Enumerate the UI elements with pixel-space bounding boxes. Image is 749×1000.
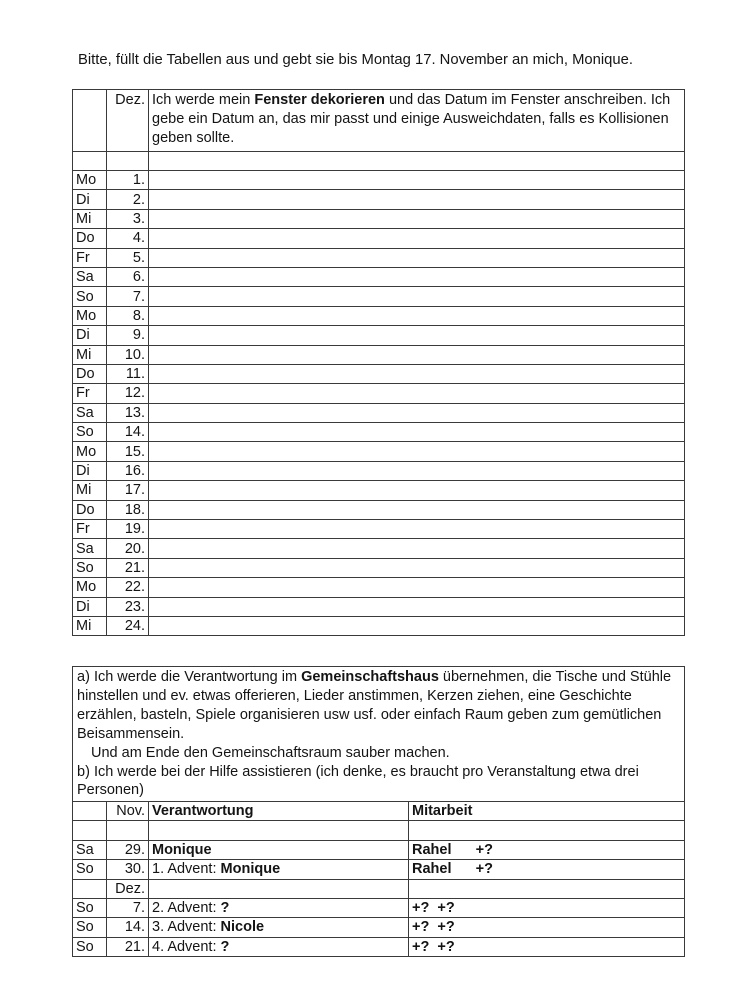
entry-cell[interactable] (149, 209, 685, 228)
window-table-header-row (73, 90, 685, 152)
date-cell: 23. (107, 597, 149, 616)
responsibility-prefix: 1. Advent: (152, 861, 221, 878)
entry-cell[interactable] (149, 403, 685, 422)
entry-cell[interactable] (149, 287, 685, 306)
date-cell: 15. (107, 442, 149, 461)
window-task-post: und das Datum im Fenster anschreiben. Ich gebe ein Datum an, das mir passt und einige Ausweichdaten, falls es Kollisionen geben sollte. (152, 92, 671, 147)
entry-cell[interactable] (149, 558, 685, 577)
responsibility-cell[interactable] (149, 840, 409, 859)
date-cell: 19. (107, 520, 149, 539)
weekday-cell: Do (73, 229, 107, 248)
date-cell: 30. (107, 860, 149, 879)
date-row (73, 616, 685, 635)
weekday-cell: Di (73, 326, 107, 345)
date-cell: 9. (107, 326, 149, 345)
date-cell: 6. (107, 267, 149, 286)
responsible-person: Monique (152, 841, 212, 858)
date-cell: 18. (107, 500, 149, 519)
weekday-cell: Do (73, 364, 107, 383)
weekday-cell: Sa (73, 267, 107, 286)
option-a-line2: Und am Ende den Gemeinschaftsraum sauber machen. (91, 744, 450, 761)
date-cell: 14. (107, 918, 149, 937)
helpers-cell[interactable]: +? +? (409, 918, 685, 937)
date-cell: 13. (107, 403, 149, 422)
entry-cell[interactable] (149, 384, 685, 403)
weekday-cell: Mi (73, 209, 107, 228)
weekday-cell: So (73, 918, 107, 937)
empty-cell (107, 151, 149, 170)
weekday-cell: Sa (73, 539, 107, 558)
weekday-cell: Do (73, 500, 107, 519)
window-decoration-table (72, 89, 685, 636)
empty-cell (409, 879, 685, 898)
date-cell: 2. (107, 190, 149, 209)
empty-header-cell (73, 802, 107, 821)
weekday-cell: Sa (73, 840, 107, 859)
window-task-bold: Fenster dekorieren (254, 92, 385, 108)
responsibility-cell[interactable] (149, 898, 409, 917)
helpers-cell[interactable]: Rahel +? (409, 860, 685, 879)
responsibility-header: Verantwortung (149, 802, 409, 821)
empty-cell (409, 821, 685, 840)
date-row (73, 306, 685, 325)
helpers-cell[interactable]: +? +? (409, 898, 685, 917)
responsibility-cell[interactable] (149, 937, 409, 956)
instructions-cell (73, 667, 685, 802)
option-a-marker: a) (77, 669, 90, 685)
date-cell: 5. (107, 248, 149, 267)
community-table-body (73, 667, 685, 957)
weekday-cell: So (73, 558, 107, 577)
date-cell: 12. (107, 384, 149, 403)
date-cell: 29. (107, 840, 149, 859)
weekday-cell: Mi (73, 345, 107, 364)
month-label: Dez. (107, 879, 149, 898)
entry-cell[interactable] (149, 364, 685, 383)
entry-cell[interactable] (149, 578, 685, 597)
community-house-table (72, 666, 685, 957)
community-spacer-row (73, 821, 685, 840)
responsibility-prefix: 4. Advent: (152, 938, 221, 955)
empty-cell (73, 151, 107, 170)
date-row (73, 403, 685, 422)
date-row (73, 345, 685, 364)
entry-cell[interactable] (149, 616, 685, 635)
entry-cell[interactable] (149, 481, 685, 500)
option-b-marker: b) (77, 763, 90, 780)
window-task-pre: Ich werde mein (152, 92, 255, 108)
responsible-person: Monique (220, 861, 281, 878)
empty-cell (149, 821, 409, 840)
weekday-cell: So (73, 860, 107, 879)
entry-cell[interactable] (149, 190, 685, 209)
option-a (77, 668, 680, 744)
date-cell: 11. (107, 364, 149, 383)
weekday-cell: So (73, 287, 107, 306)
entry-cell[interactable] (149, 500, 685, 519)
event-row (73, 937, 685, 956)
date-row (73, 190, 685, 209)
helpers-header: Mitarbeit (409, 802, 685, 821)
date-cell: 4. (107, 229, 149, 248)
entry-cell[interactable] (149, 267, 685, 286)
entry-cell[interactable] (149, 520, 685, 539)
date-row (73, 578, 685, 597)
date-cell: 7. (107, 898, 149, 917)
event-row (73, 860, 685, 879)
date-cell: 22. (107, 578, 149, 597)
date-cell: 17. (107, 481, 149, 500)
date-row (73, 481, 685, 500)
window-task-description (149, 90, 685, 152)
date-cell: 1. (107, 171, 149, 190)
entry-cell[interactable] (149, 345, 685, 364)
weekday-cell: Mo (73, 306, 107, 325)
entry-cell[interactable] (149, 171, 685, 190)
responsible-person: ? (220, 938, 230, 955)
date-cell: 24. (107, 616, 149, 635)
helpers-cell[interactable]: Rahel +? (409, 840, 685, 859)
responsible-person: ? (220, 900, 230, 917)
event-row (73, 840, 685, 859)
responsible-person: Nicole (220, 919, 265, 936)
date-row (73, 248, 685, 267)
date-cell: 8. (107, 306, 149, 325)
instructions-row (73, 667, 685, 802)
date-cell: 7. (107, 287, 149, 306)
option-a-pre: Ich werde die Verantwortung im (93, 669, 302, 685)
responsibility-prefix: 3. Advent: (152, 919, 221, 936)
option-a-post: übernehmen, die Tische und Stühle hinstellen und ev. etwas offerieren, Lieder anstimmen, Kerzen ziehen, eine Geschichte erzählen, basteln, Spiele organisieren usw usf. oder einfach Raum geben zum gemütlichen Beisammensein. (77, 669, 672, 742)
responsibility-prefix: 2. Advent: (152, 900, 221, 917)
empty-cell (73, 821, 107, 840)
weekday-cell: Di (73, 190, 107, 209)
date-row (73, 500, 685, 519)
weekday-cell: Di (73, 461, 107, 480)
weekday-cell: Mi (73, 481, 107, 500)
option-b-text: Ich werde bei der Hilfe assistieren (ich denke, es braucht pro Veranstaltung etwa drei Personen) (77, 763, 639, 799)
date-row (73, 558, 685, 577)
weekday-cell: So (73, 898, 107, 917)
window-table-spacer-row (73, 151, 685, 170)
entry-cell[interactable] (149, 326, 685, 345)
entry-cell[interactable] (149, 539, 685, 558)
date-cell: 16. (107, 461, 149, 480)
date-row (73, 442, 685, 461)
option-b (77, 763, 680, 801)
date-row (73, 326, 685, 345)
responsibility-cell[interactable] (149, 860, 409, 879)
window-table-body (73, 90, 685, 636)
entry-cell[interactable] (149, 229, 685, 248)
option-a-bold: Gemeinschaftshaus (301, 669, 439, 685)
weekday-cell: So (73, 423, 107, 442)
weekday-cell: Mo (73, 442, 107, 461)
community-header-row (73, 802, 685, 821)
weekday-cell: Fr (73, 520, 107, 539)
intro-text: Bitte, füllt die Tabellen aus und gebt sie bis Montag 17. November an mich, Monique. (78, 52, 633, 68)
date-cell: 10. (107, 345, 149, 364)
empty-cell (107, 821, 149, 840)
date-row (73, 267, 685, 286)
date-cell: 3. (107, 209, 149, 228)
date-row (73, 539, 685, 558)
event-row (73, 898, 685, 917)
empty-cell (73, 879, 107, 898)
date-row (73, 287, 685, 306)
month-header: Dez. (107, 90, 149, 152)
weekday-cell: So (73, 937, 107, 956)
date-row (73, 520, 685, 539)
date-row (73, 597, 685, 616)
responsibility-cell[interactable] (149, 918, 409, 937)
entry-cell[interactable] (149, 597, 685, 616)
date-cell: 14. (107, 423, 149, 442)
weekday-cell: Mi (73, 616, 107, 635)
date-cell: 21. (107, 558, 149, 577)
date-row (73, 423, 685, 442)
entry-cell[interactable] (149, 461, 685, 480)
weekday-cell: Fr (73, 384, 107, 403)
entry-cell[interactable] (149, 423, 685, 442)
empty-header-cell (73, 90, 107, 152)
date-row (73, 171, 685, 190)
weekday-cell: Fr (73, 248, 107, 267)
date-cell: 20. (107, 539, 149, 558)
helpers-cell[interactable]: +? +? (409, 937, 685, 956)
weekday-cell: Sa (73, 403, 107, 422)
date-row (73, 209, 685, 228)
entry-cell[interactable] (149, 442, 685, 461)
empty-cell (149, 151, 685, 170)
weekday-cell: Mo (73, 578, 107, 597)
weekday-cell: Di (73, 597, 107, 616)
entry-cell[interactable] (149, 248, 685, 267)
entry-cell[interactable] (149, 306, 685, 325)
event-row (73, 918, 685, 937)
month-row (73, 879, 685, 898)
date-row (73, 229, 685, 248)
weekday-cell: Mo (73, 171, 107, 190)
date-row (73, 384, 685, 403)
empty-cell (149, 879, 409, 898)
date-row (73, 461, 685, 480)
month-header: Nov. (107, 802, 149, 821)
date-row (73, 364, 685, 383)
date-cell: 21. (107, 937, 149, 956)
